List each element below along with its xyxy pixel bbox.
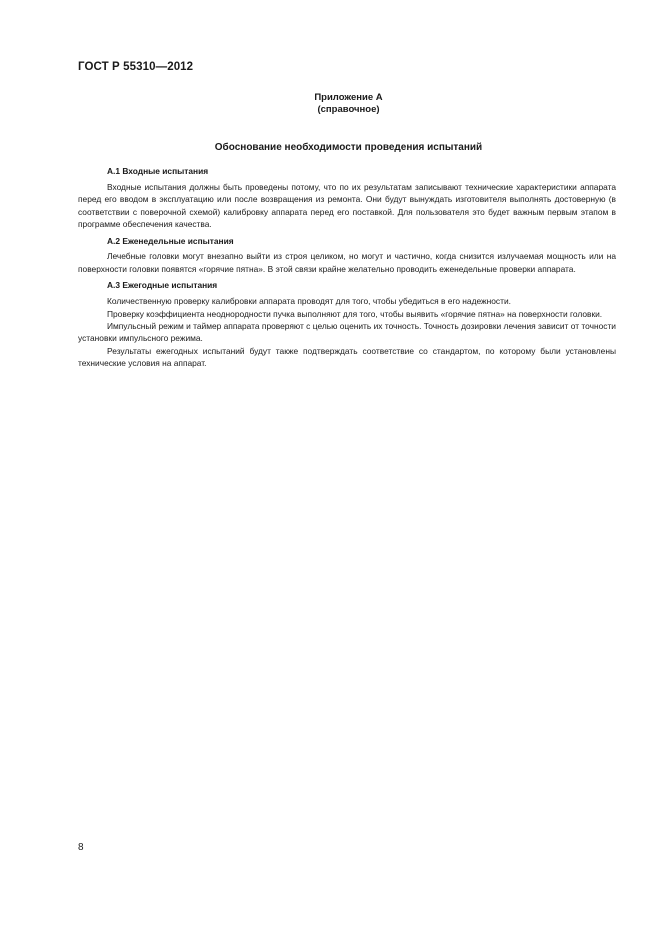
section-a1 [78, 165, 616, 231]
page-number: 8 [78, 842, 84, 853]
paragraph: Результаты ежегодных испытаний будут также подтверждать соответствие со стандартом, по которому были установлены технические условия на аппарат. [78, 345, 616, 369]
paragraph: Лечебные головки могут внезапно выйти из строя целиком, но могут и частично, когда снизится излучаемая мощность или на поверхности головки появятся «горячие пятна». В этой связи крайне желательно проводить еженедельные проверки аппарата. [78, 251, 616, 274]
paragraph: Входные испытания должны быть проведены потому, что по их результатам записывают технические характеристики аппарата перед его вводом в эксплуатацию или после возвращения из ремонта. Они будут вынуждать изготовителя выполнять достоверную (в соответствии с поверочной схемой) калибровку аппарата перед его поставкой. Для пользователя это будет важным первым этапом в программе обеспечения качества. [78, 181, 616, 230]
body-text [78, 165, 616, 374]
main-title: Обоснование необходимости проведения испытаний [214, 142, 483, 153]
section-heading: А.3 Ежегодные испытания [107, 280, 218, 291]
section-a3 [78, 279, 616, 369]
appendix-title: Приложение А [314, 92, 383, 103]
section-heading: А.1 Входные испытания [107, 166, 209, 176]
paragraph: Проверку коэффициента неоднородности пучка выполняют для того, чтобы выявить «горячие пятна» на поверхности головки. [107, 308, 603, 319]
document-code: ГОСТ Р 55310—2012 [78, 61, 194, 73]
section-a2 [78, 235, 616, 276]
section-heading: А.2 Еженедельные испытания [107, 235, 234, 246]
paragraph: Импульсный режим и таймер аппарата проверяют с целью оценить их точность. Точность дозировки лечения зависит от точности установки импульсного режима. [78, 320, 616, 344]
appendix-note: (справочное) [317, 104, 380, 115]
paragraph: Количественную проверку калибровки аппарата проводят для того, чтобы убедиться в его надежности. [107, 296, 511, 307]
